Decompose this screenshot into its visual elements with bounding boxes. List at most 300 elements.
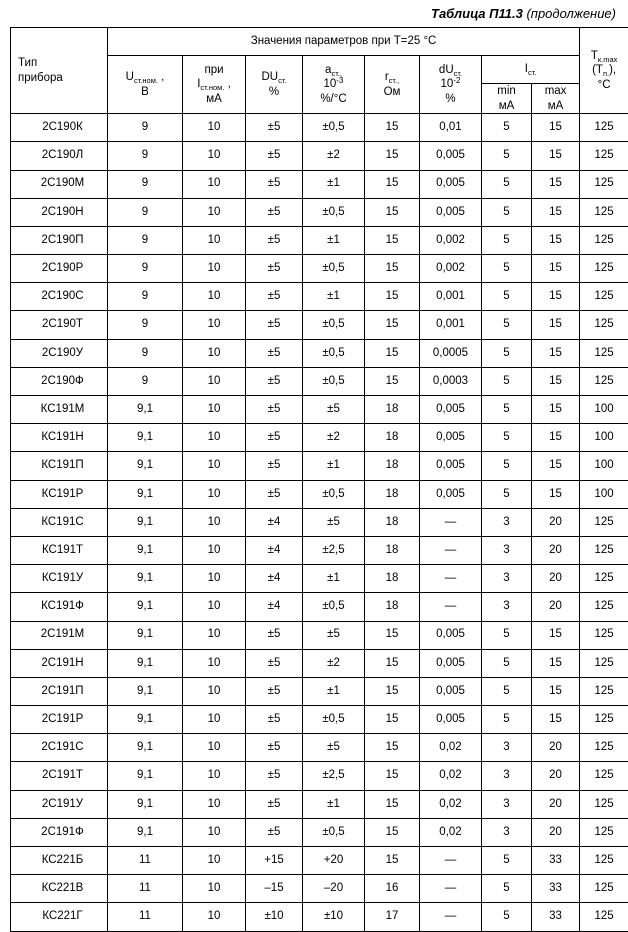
table-cell: +15 bbox=[246, 847, 303, 875]
table-cell: 18 bbox=[365, 480, 420, 508]
table-cell: ±5 bbox=[246, 367, 303, 395]
table-cell: 15 bbox=[365, 142, 420, 170]
table-cell: 5 bbox=[482, 114, 532, 142]
cell-device-type: КС191Н bbox=[11, 424, 108, 452]
table-cell: ±5 bbox=[246, 790, 303, 818]
table-cell: 20 bbox=[532, 536, 580, 564]
table-cell: ±2,5 bbox=[303, 762, 365, 790]
table-cell: 125 bbox=[580, 621, 628, 649]
table-cell: 125 bbox=[580, 565, 628, 593]
table-cell: 9 bbox=[108, 255, 183, 283]
table-cell: 9,1 bbox=[108, 677, 183, 705]
header-alpha bbox=[303, 56, 365, 114]
cell-device-type: 2С190С bbox=[11, 283, 108, 311]
header-u-nom-unit: В bbox=[108, 85, 182, 99]
header-tkmax-unit: °C bbox=[580, 78, 628, 92]
table-cell: –15 bbox=[246, 875, 303, 903]
header-dustab-symbol: $dU_{ст.}$ bbox=[420, 63, 481, 77]
cell-device-type: КС191Ф bbox=[11, 593, 108, 621]
table-cell: ±5 bbox=[246, 677, 303, 705]
table-cell: 3 bbox=[482, 762, 532, 790]
table-row bbox=[11, 339, 628, 367]
table-cell: 10 bbox=[183, 311, 246, 339]
table-cell: 5 bbox=[482, 452, 532, 480]
table-cell: 125 bbox=[580, 649, 628, 677]
table-cell: 5 bbox=[482, 903, 532, 931]
table-cell: 15 bbox=[365, 847, 420, 875]
table-cell: ±5 bbox=[246, 649, 303, 677]
cell-device-type: КС191М bbox=[11, 396, 108, 424]
table-cell: 9,1 bbox=[108, 621, 183, 649]
table-cell: — bbox=[420, 565, 482, 593]
header-i-max-unit: мА bbox=[532, 99, 579, 113]
table-cell: 9,1 bbox=[108, 424, 183, 452]
table-cell: 5 bbox=[482, 226, 532, 254]
table-cell: ±5 bbox=[246, 283, 303, 311]
table-cell: 125 bbox=[580, 677, 628, 705]
table-cell: — bbox=[420, 536, 482, 564]
table-cell: — bbox=[420, 903, 482, 931]
table-cell: ±0,5 bbox=[303, 818, 365, 846]
table-cell: 15 bbox=[532, 255, 580, 283]
header-i-range: $I_{ст.}$ bbox=[482, 56, 580, 84]
header-u-nom-symbol: $U_{ст.ном.}$ , bbox=[108, 70, 182, 84]
table-row bbox=[11, 903, 628, 931]
table-cell: 9 bbox=[108, 311, 183, 339]
table-row bbox=[11, 847, 628, 875]
header-i-nom-label: при bbox=[183, 63, 245, 77]
table-cell: 125 bbox=[580, 508, 628, 536]
cell-device-type: 2С191С bbox=[11, 734, 108, 762]
table-cell: 10 bbox=[183, 198, 246, 226]
table-cell: 10 bbox=[183, 818, 246, 846]
cell-device-type: 2С191У bbox=[11, 790, 108, 818]
table-cell: ±5 bbox=[246, 762, 303, 790]
table-cell: ±0,5 bbox=[303, 311, 365, 339]
table-cell: 125 bbox=[580, 255, 628, 283]
table-cell: 15 bbox=[365, 677, 420, 705]
table-cell: 5 bbox=[482, 480, 532, 508]
table-cell: 0,005 bbox=[420, 649, 482, 677]
table-cell: 0,02 bbox=[420, 790, 482, 818]
header-alpha-symbol: $a_{ст.,}$ bbox=[303, 63, 364, 77]
table-cell: 125 bbox=[580, 283, 628, 311]
table-cell: 0,02 bbox=[420, 818, 482, 846]
table-cell: ±5 bbox=[246, 170, 303, 198]
table-cell: 5 bbox=[482, 424, 532, 452]
table-cell: 125 bbox=[580, 142, 628, 170]
table-cell: 15 bbox=[365, 255, 420, 283]
table-cell: 9,1 bbox=[108, 818, 183, 846]
header-alpha-unit: %/°С bbox=[303, 92, 364, 106]
table-cell: 125 bbox=[580, 339, 628, 367]
table-cell: 0,001 bbox=[420, 283, 482, 311]
table-cell: 125 bbox=[580, 790, 628, 818]
table-cell: ±4 bbox=[246, 593, 303, 621]
table-cell: 10 bbox=[183, 480, 246, 508]
parameters-table bbox=[10, 27, 628, 932]
table-cell: 15 bbox=[532, 339, 580, 367]
table-cell: 18 bbox=[365, 593, 420, 621]
table-cell: 15 bbox=[365, 226, 420, 254]
table-cell: 3 bbox=[482, 593, 532, 621]
table-cell: 125 bbox=[580, 818, 628, 846]
table-cell: 0,005 bbox=[420, 677, 482, 705]
table-cell: 5 bbox=[482, 706, 532, 734]
cell-device-type: КС221Г bbox=[11, 903, 108, 931]
table-row bbox=[11, 198, 628, 226]
table-cell: 15 bbox=[365, 649, 420, 677]
table-row bbox=[11, 875, 628, 903]
table-cell: 18 bbox=[365, 565, 420, 593]
cell-device-type: КС191С bbox=[11, 508, 108, 536]
header-type-column bbox=[11, 28, 108, 114]
table-cell: 125 bbox=[580, 875, 628, 903]
table-cell: 125 bbox=[580, 734, 628, 762]
table-cell: ±5 bbox=[246, 226, 303, 254]
header-i-nom-symbol: $I_{ст.ном.}$ , bbox=[183, 77, 245, 91]
table-cell: 10 bbox=[183, 424, 246, 452]
table-cell: 15 bbox=[532, 114, 580, 142]
table-cell: ±5 bbox=[303, 621, 365, 649]
table-cell: 0,005 bbox=[420, 706, 482, 734]
table-cell: 11 bbox=[108, 903, 183, 931]
table-row bbox=[11, 706, 628, 734]
table-cell: 3 bbox=[482, 565, 532, 593]
cell-device-type: 2С190М bbox=[11, 170, 108, 198]
table-cell: 125 bbox=[580, 114, 628, 142]
table-cell: 9 bbox=[108, 339, 183, 367]
table-cell: 20 bbox=[532, 508, 580, 536]
table-cell: 3 bbox=[482, 508, 532, 536]
table-cell: 15 bbox=[532, 424, 580, 452]
caption-title: Таблица П11.3 bbox=[431, 6, 523, 21]
table-row bbox=[11, 565, 628, 593]
cell-device-type: 2С191М bbox=[11, 621, 108, 649]
table-cell: — bbox=[420, 875, 482, 903]
cell-device-type: 2С190У bbox=[11, 339, 108, 367]
table-cell: 15 bbox=[532, 621, 580, 649]
cell-device-type: КС221Б bbox=[11, 847, 108, 875]
table-cell: 15 bbox=[532, 649, 580, 677]
table-cell: 10 bbox=[183, 621, 246, 649]
table-cell: 0,005 bbox=[420, 396, 482, 424]
table-cell: 10 bbox=[183, 649, 246, 677]
table-row bbox=[11, 424, 628, 452]
header-dustab bbox=[420, 56, 482, 114]
table-cell: ±5 bbox=[246, 255, 303, 283]
table-cell: 9,1 bbox=[108, 480, 183, 508]
table-cell: 5 bbox=[482, 198, 532, 226]
table-row bbox=[11, 170, 628, 198]
header-i-max bbox=[532, 84, 580, 114]
table-cell: 15 bbox=[365, 706, 420, 734]
table-cell: 15 bbox=[532, 198, 580, 226]
table-cell: 15 bbox=[365, 790, 420, 818]
table-cell: 33 bbox=[532, 875, 580, 903]
header-u-nom bbox=[108, 56, 183, 114]
table-cell: 0,005 bbox=[420, 198, 482, 226]
table-cell: 15 bbox=[532, 452, 580, 480]
table-cell: 3 bbox=[482, 536, 532, 564]
table-cell: 100 bbox=[580, 480, 628, 508]
cell-device-type: КС191У bbox=[11, 565, 108, 593]
header-type-line1: Тип bbox=[18, 56, 107, 70]
table-cell: 15 bbox=[365, 762, 420, 790]
table-cell: ±5 bbox=[246, 142, 303, 170]
table-cell: 3 bbox=[482, 790, 532, 818]
table-cell: ±5 bbox=[246, 621, 303, 649]
table-cell: 10 bbox=[183, 170, 246, 198]
table-row bbox=[11, 452, 628, 480]
table-cell: 9,1 bbox=[108, 790, 183, 818]
table-cell: ±5 bbox=[246, 198, 303, 226]
table-cell: 5 bbox=[482, 255, 532, 283]
table-cell: ±5 bbox=[246, 818, 303, 846]
table-cell: ±10 bbox=[246, 903, 303, 931]
table-cell: 0,005 bbox=[420, 142, 482, 170]
table-cell: 15 bbox=[532, 170, 580, 198]
header-i-nom-unit: мА bbox=[183, 92, 245, 106]
table-cell: –20 bbox=[303, 875, 365, 903]
table-cell: 15 bbox=[532, 367, 580, 395]
header-r-symbol: $r_{ст.,}$ bbox=[365, 70, 419, 84]
table-cell: 18 bbox=[365, 508, 420, 536]
table-cell: 5 bbox=[482, 396, 532, 424]
table-cell: ±0,5 bbox=[303, 480, 365, 508]
table-cell: ±5 bbox=[246, 114, 303, 142]
table-row bbox=[11, 367, 628, 395]
table-cell: 9,1 bbox=[108, 452, 183, 480]
table-cell: 0,005 bbox=[420, 424, 482, 452]
table-cell: 5 bbox=[482, 311, 532, 339]
table-cell: ±5 bbox=[303, 508, 365, 536]
cell-device-type: 2С190Л bbox=[11, 142, 108, 170]
table-cell: ±5 bbox=[246, 480, 303, 508]
table-row bbox=[11, 762, 628, 790]
table-cell: ±5 bbox=[303, 734, 365, 762]
table-cell: 15 bbox=[532, 480, 580, 508]
table-body bbox=[11, 114, 628, 931]
cell-device-type: 2С191Т bbox=[11, 762, 108, 790]
table-cell: 9,1 bbox=[108, 706, 183, 734]
table-cell: ±4 bbox=[246, 508, 303, 536]
table-cell: 17 bbox=[365, 903, 420, 931]
table-cell: 125 bbox=[580, 367, 628, 395]
header-alpha-mult: $10^{-3}$ bbox=[303, 77, 364, 91]
table-cell: ±0,5 bbox=[303, 114, 365, 142]
table-cell: ±0,5 bbox=[303, 593, 365, 621]
header-i-max-label: max bbox=[532, 84, 579, 98]
table-cell: 9,1 bbox=[108, 762, 183, 790]
table-cell: 20 bbox=[532, 565, 580, 593]
table-cell: 9,1 bbox=[108, 734, 183, 762]
table-cell: 10 bbox=[183, 677, 246, 705]
table-cell: 10 bbox=[183, 565, 246, 593]
header-tkmax-line2: $(T_{п.})$, bbox=[580, 63, 628, 77]
table-cell: 18 bbox=[365, 424, 420, 452]
table-row bbox=[11, 114, 628, 142]
table-cell: ±0,5 bbox=[303, 367, 365, 395]
table-cell: 20 bbox=[532, 790, 580, 818]
cell-device-type: 2С190Н bbox=[11, 198, 108, 226]
table-row bbox=[11, 396, 628, 424]
table-cell: 10 bbox=[183, 706, 246, 734]
table-cell: 100 bbox=[580, 452, 628, 480]
table-cell: 10 bbox=[183, 452, 246, 480]
table-cell: 125 bbox=[580, 311, 628, 339]
cell-device-type: 2С190Р bbox=[11, 255, 108, 283]
header-du bbox=[246, 56, 303, 114]
table-cell: 10 bbox=[183, 903, 246, 931]
table-cell: 0,02 bbox=[420, 762, 482, 790]
table-cell: 15 bbox=[532, 706, 580, 734]
table-cell: 125 bbox=[580, 706, 628, 734]
table-cell: 5 bbox=[482, 847, 532, 875]
table-cell: 0,02 bbox=[420, 734, 482, 762]
table-cell: 3 bbox=[482, 818, 532, 846]
header-i-min bbox=[482, 84, 532, 114]
table-cell: 9 bbox=[108, 114, 183, 142]
table-cell: ±5 bbox=[246, 424, 303, 452]
table-cell: ±0,5 bbox=[303, 706, 365, 734]
table-caption bbox=[10, 6, 616, 21]
table-cell: 0,01 bbox=[420, 114, 482, 142]
cell-device-type: КС191Р bbox=[11, 480, 108, 508]
table-cell: — bbox=[420, 847, 482, 875]
table-cell: 10 bbox=[183, 339, 246, 367]
table-cell: ±1 bbox=[303, 565, 365, 593]
table-cell: 5 bbox=[482, 621, 532, 649]
header-du-symbol: $DU_{ст.}$ bbox=[246, 70, 302, 84]
table-cell: 15 bbox=[365, 734, 420, 762]
table-cell: ±10 bbox=[303, 903, 365, 931]
table-cell: ±5 bbox=[246, 452, 303, 480]
header-i-min-unit: мА bbox=[482, 99, 531, 113]
table-row bbox=[11, 480, 628, 508]
table-row bbox=[11, 283, 628, 311]
table-cell: 9 bbox=[108, 142, 183, 170]
caption-continuation: (продолжение) bbox=[526, 6, 616, 21]
table-cell: ±1 bbox=[303, 790, 365, 818]
table-cell: 5 bbox=[482, 170, 532, 198]
table-cell: ±5 bbox=[246, 311, 303, 339]
table-cell: 10 bbox=[183, 536, 246, 564]
table-cell: 18 bbox=[365, 396, 420, 424]
table-cell: 15 bbox=[365, 621, 420, 649]
table-cell: ±2 bbox=[303, 142, 365, 170]
table-cell: ±5 bbox=[303, 396, 365, 424]
table-cell: 9 bbox=[108, 170, 183, 198]
table-cell: 125 bbox=[580, 170, 628, 198]
table-cell: 9,1 bbox=[108, 565, 183, 593]
table-cell: 16 bbox=[365, 875, 420, 903]
table-cell: ±5 bbox=[246, 734, 303, 762]
table-cell: 125 bbox=[580, 593, 628, 621]
table-cell: 15 bbox=[532, 311, 580, 339]
table-cell: 5 bbox=[482, 339, 532, 367]
table-cell: 15 bbox=[532, 283, 580, 311]
table-cell: 10 bbox=[183, 875, 246, 903]
table-row bbox=[11, 226, 628, 254]
table-cell: 20 bbox=[532, 762, 580, 790]
table-cell: 11 bbox=[108, 875, 183, 903]
table-cell: 10 bbox=[183, 226, 246, 254]
table-row bbox=[11, 790, 628, 818]
table-row bbox=[11, 142, 628, 170]
table-cell: 125 bbox=[580, 903, 628, 931]
header-r bbox=[365, 56, 420, 114]
header-du-unit: % bbox=[246, 85, 302, 99]
cell-device-type: 2С191Ф bbox=[11, 818, 108, 846]
table-cell: ±5 bbox=[246, 706, 303, 734]
table-cell: 18 bbox=[365, 452, 420, 480]
table-row bbox=[11, 255, 628, 283]
table-cell: 9 bbox=[108, 283, 183, 311]
table-cell: 15 bbox=[365, 114, 420, 142]
table-cell: 0,005 bbox=[420, 480, 482, 508]
table-cell: 9,1 bbox=[108, 508, 183, 536]
table-cell: 5 bbox=[482, 875, 532, 903]
table-cell: 10 bbox=[183, 142, 246, 170]
table-row bbox=[11, 734, 628, 762]
table-cell: 9 bbox=[108, 367, 183, 395]
table-cell: 15 bbox=[532, 677, 580, 705]
table-cell: ±1 bbox=[303, 677, 365, 705]
table-cell: 5 bbox=[482, 677, 532, 705]
table-cell: 10 bbox=[183, 367, 246, 395]
table-cell: 100 bbox=[580, 396, 628, 424]
table-cell: 15 bbox=[365, 170, 420, 198]
table-cell: 15 bbox=[365, 198, 420, 226]
table-cell: ±4 bbox=[246, 565, 303, 593]
table-cell: 9,1 bbox=[108, 396, 183, 424]
cell-device-type: КС221В bbox=[11, 875, 108, 903]
table-cell: 0,005 bbox=[420, 621, 482, 649]
header-tkmax-line1: $T_{к.max}$ bbox=[580, 49, 628, 63]
table-cell: 9,1 bbox=[108, 593, 183, 621]
cell-device-type: 2С191Р bbox=[11, 706, 108, 734]
table-cell: 3 bbox=[482, 734, 532, 762]
table-cell: ±2,5 bbox=[303, 536, 365, 564]
cell-device-type: 2С191Н bbox=[11, 649, 108, 677]
table-cell: 0,005 bbox=[420, 170, 482, 198]
table-cell: ±1 bbox=[303, 170, 365, 198]
table-cell: 10 bbox=[183, 734, 246, 762]
table-cell: 18 bbox=[365, 536, 420, 564]
table-header-row-top bbox=[11, 28, 628, 56]
header-dustab-mult: $10^{-2}$ bbox=[420, 77, 481, 91]
table-cell: — bbox=[420, 593, 482, 621]
table-cell: 9 bbox=[108, 226, 183, 254]
table-row bbox=[11, 649, 628, 677]
table-cell: 10 bbox=[183, 114, 246, 142]
header-r-unit: Ом bbox=[365, 85, 419, 99]
table-row bbox=[11, 536, 628, 564]
header-type-line2: прибора bbox=[18, 71, 107, 85]
table-cell: 15 bbox=[365, 311, 420, 339]
header-dustab-unit: % bbox=[420, 92, 481, 106]
header-i-min-label: min bbox=[482, 84, 531, 98]
table-row bbox=[11, 677, 628, 705]
table-cell: ±0,5 bbox=[303, 255, 365, 283]
table-cell: ±1 bbox=[303, 226, 365, 254]
table-cell: 33 bbox=[532, 903, 580, 931]
table-cell: 125 bbox=[580, 198, 628, 226]
cell-device-type: 2С190Т bbox=[11, 311, 108, 339]
table-cell: 9,1 bbox=[108, 536, 183, 564]
table-cell: 0,0005 bbox=[420, 339, 482, 367]
